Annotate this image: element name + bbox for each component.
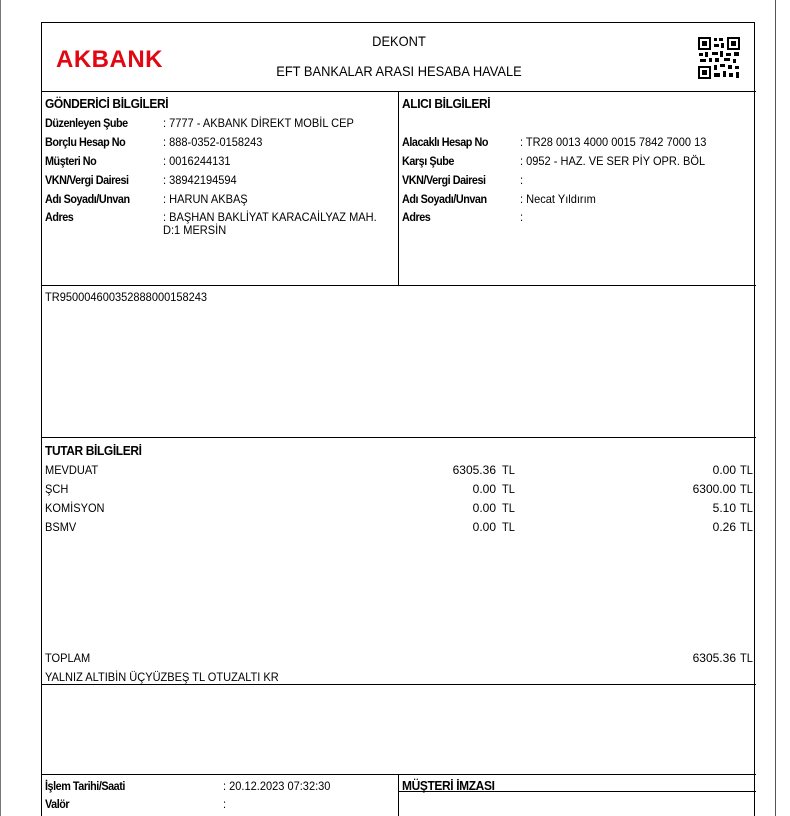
sender-tax-label: VKN/Vergi Dairesi [45,173,129,187]
amount-row-label: KOMİSYON [45,501,105,515]
amount-row-label: MEVDUAT [45,463,99,477]
sender-account-value: : 888-0352-0158243 [163,135,263,149]
sender-account-label: Borçlu Hesap No [45,135,126,149]
valor-label: Valör [45,797,70,811]
amount-row-debit-currency: TL [502,482,515,496]
total-currency: TL [740,651,753,665]
receiver-account-label: Alacaklı Hesap No [402,135,488,149]
receiver-tax-value: : [520,173,524,187]
sender-name-label: Adı Soyadı/Unvan [45,192,130,206]
party-column-divider [398,91,399,285]
amount-row-label: BSMV [45,520,77,534]
sender-address-value: : BAŞHAN BAKLİYAT KARACAİLYAZ MAH. [163,210,377,224]
footer-column-divider [398,774,399,816]
receiver-heading: ALICI BİLGİLERİ [402,96,491,111]
amount-row-debit: 0.00 [472,501,496,515]
document-subtitle: EFT BANKALAR ARASI HESABA HAVALE [276,63,522,79]
receiver-address-label: Adres [402,210,431,224]
sender-customer-no-label: Müşteri No [45,154,97,168]
signature-label: MÜŞTERİ İMZASI [402,778,495,793]
amount-row-credit: 0.00 [712,463,736,477]
amounts-heading: TUTAR BİLGİLERİ [45,443,142,458]
amount-in-words: YALNIZ ALTIBİN ÜÇYÜZBEŞ TL OTUZALTI KR [45,670,279,684]
amount-row-credit: 5.10 [712,501,736,515]
receiver-name-value: : Necat Yıldırım [520,192,596,206]
amount-row-credit-currency: TL [740,501,753,515]
sender-branch-label: Düzenleyen Şube [45,116,128,130]
amount-row-credit: 6300.00 [692,482,736,496]
receiver-branch-label: Karşı Şube [402,154,454,168]
qr-code-icon [697,36,741,80]
sender-name-value: : HARUN AKBAŞ [163,192,248,206]
amount-row-credit-currency: TL [740,520,753,534]
transaction-date-value: : 20.12.2023 07:32:30 [223,779,331,793]
receiver-name-label: Adı Soyadı/Unvan [402,192,487,206]
amount-row-debit: 0.00 [472,482,496,496]
akbank-logo: AKBANK [56,46,163,73]
receiver-account-value: : TR28 0013 4000 0015 7842 7000 13 [520,135,707,149]
sender-tax-value: : 38942194594 [163,173,237,187]
amount-row-credit-currency: TL [740,482,753,496]
amount-row-debit-currency: TL [502,520,515,534]
party-section-divider [42,285,756,286]
amount-row-label: ŞCH [45,482,69,496]
amount-row-debit-currency: TL [502,463,515,477]
sender-address-label: Adres [45,210,74,224]
sender-heading: GÖNDERİCİ BİLGİLERİ [45,96,169,111]
total-label: TOPLAM [45,651,91,665]
total-value: 6305.36 [692,651,736,665]
sender-customer-no-value: : 0016244131 [163,154,231,168]
page-right-edge [775,0,776,816]
document-title: DEKONT [372,33,426,49]
valor-value: : [223,797,227,811]
receipt-document [41,22,755,816]
transaction-date-label: İşlem Tarihi/Saati [45,779,125,793]
sender-address-value-line2: D:1 MERSİN [163,223,227,237]
blank-section-divider [42,774,756,775]
sender-branch-value: : 7777 - AKBANK DİREKT MOBİL CEP [163,116,354,130]
amount-row-credit: 0.26 [712,520,736,534]
header-divider [42,91,756,92]
amount-row-debit: 6305.36 [452,463,496,477]
description-divider [42,437,756,438]
receiver-branch-value: : 0952 - HAZ. VE SER PİY OPR. BÖL [520,154,706,168]
amounts-divider [42,684,756,685]
receiver-tax-label: VKN/Vergi Dairesi [402,173,486,187]
page-left-edge [0,0,1,816]
amount-row-credit-currency: TL [740,463,753,477]
amount-row-debit-currency: TL [502,501,515,515]
amount-row-debit: 0.00 [472,520,496,534]
receiver-address-value: : [520,210,524,224]
description-iban: TR950004600352888000158243 [45,290,208,304]
